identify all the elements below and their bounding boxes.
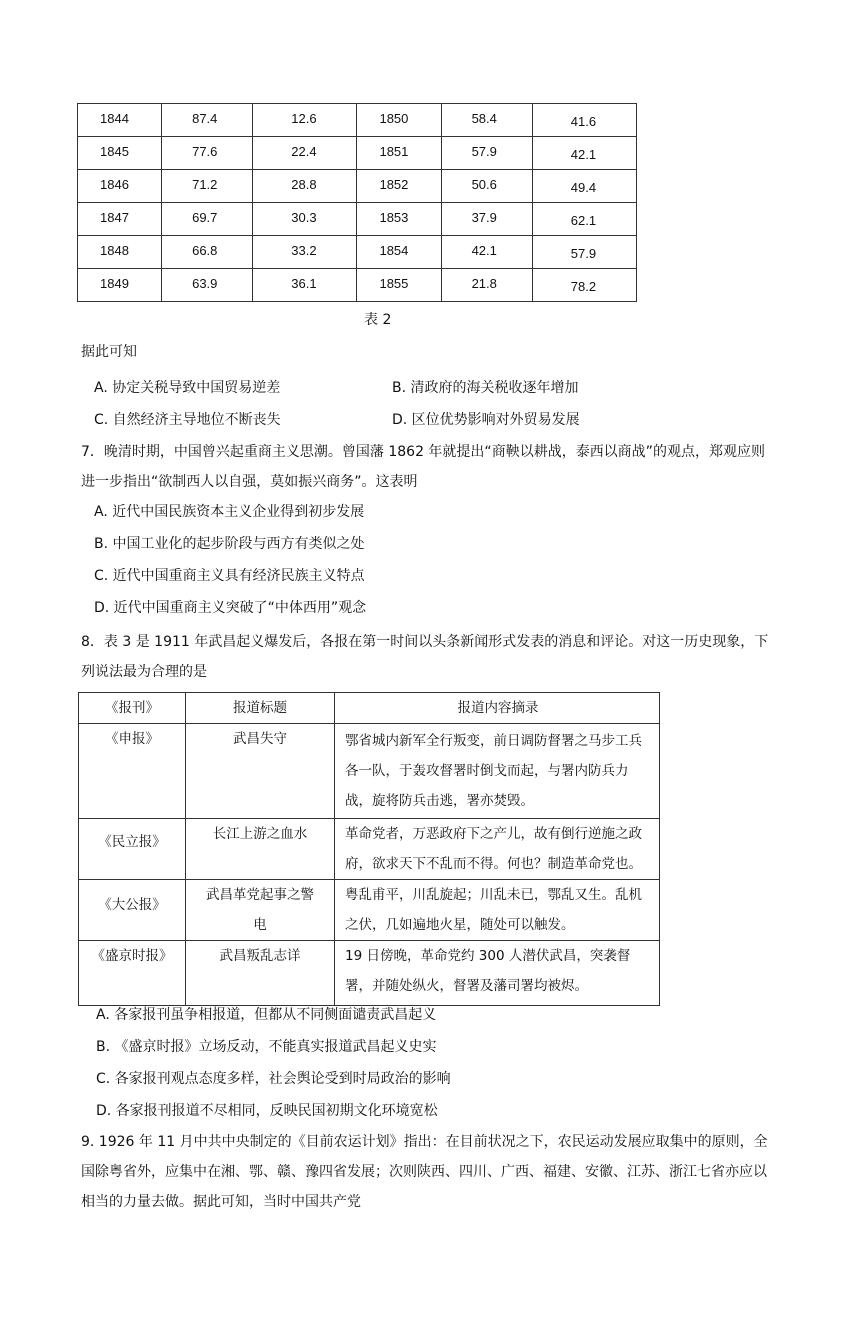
cell-value: 50.6 xyxy=(471,177,497,192)
table-cell xyxy=(162,203,253,236)
table-cell xyxy=(357,104,441,137)
table-cell xyxy=(441,104,532,137)
cell-value: 1846 xyxy=(100,177,129,192)
cell-value: 1847 xyxy=(100,210,129,225)
cell-value: 77.6 xyxy=(192,144,218,159)
header-paper: 《报刊》 xyxy=(79,693,186,724)
paper-name: 《民立报》 xyxy=(79,819,186,880)
table-cell xyxy=(162,170,253,203)
table-cell xyxy=(253,269,357,302)
cell-value: 36.1 xyxy=(291,276,317,291)
table-cell xyxy=(532,203,636,236)
option-7b: B. 中国工业化的起步阶段与西方有类似之处 xyxy=(94,536,365,552)
table-cell xyxy=(78,236,162,269)
cell-value: 1845 xyxy=(100,144,129,159)
report-content: 鄂省城内新军全行叛变，前日调防督署之马步工兵各一队，于轰攻督署时倒戈而起，与署内防兵力战，旋将防兵击逃，署亦焚毁。 xyxy=(335,724,660,819)
table-cell xyxy=(532,269,636,302)
table-cell xyxy=(532,236,636,269)
table-cell xyxy=(162,104,253,137)
option-6d: D. 区位优势影响对外贸易发展 xyxy=(392,412,580,428)
table-row xyxy=(79,941,660,1006)
table-cell xyxy=(162,269,253,302)
cell-value: 1852 xyxy=(379,177,409,192)
option-8a: A. 各家报刊虽争相报道，但都从不同侧面谴责武昌起义 xyxy=(96,1007,437,1023)
table-cell xyxy=(532,170,636,203)
cell-value: 28.8 xyxy=(291,177,317,192)
cell-value: 21.8 xyxy=(471,276,497,291)
report-title: 武昌失守 xyxy=(186,724,335,819)
table-cell xyxy=(78,269,162,302)
table-cell xyxy=(357,203,441,236)
table-header-row xyxy=(79,693,660,724)
header-title: 报道标题 xyxy=(186,693,335,724)
newspaper-report-table xyxy=(78,692,660,1006)
table-cell xyxy=(162,137,253,170)
cell-value: 66.8 xyxy=(192,243,218,258)
cell-value: 1855 xyxy=(379,276,409,291)
table-cell xyxy=(441,137,532,170)
cell-value: 37.9 xyxy=(471,210,497,225)
table-row xyxy=(78,203,637,236)
table-cell xyxy=(357,269,441,302)
option-8d: D. 各家报刊报道不尽相同，反映民国初期文化环境宽松 xyxy=(96,1103,438,1119)
question-8-stem: 8．表 3 是 1911 年武昌起义爆发后，各报在第一时间以头条新闻形式发表的消息和评论。对这一历史现象，下列说法最为合理的是 xyxy=(81,634,769,680)
table-row xyxy=(78,269,637,302)
table-row xyxy=(78,104,637,137)
paper-name: 《盛京时报》 xyxy=(79,941,186,1006)
report-title: 武昌革党起事之警电 xyxy=(186,880,335,941)
cell-value: 78.2 xyxy=(570,279,597,294)
cell-value: 57.9 xyxy=(570,246,597,261)
cell-value: 1850 xyxy=(379,111,409,126)
cell-value: 42.1 xyxy=(471,243,497,258)
report-title: 长江上游之血水 xyxy=(186,819,335,880)
table-cell xyxy=(532,104,636,137)
table-row xyxy=(79,819,660,880)
table-cell xyxy=(441,170,532,203)
cell-value: 33.2 xyxy=(291,243,317,258)
paper-name: 《大公报》 xyxy=(79,880,186,941)
table-cell xyxy=(78,104,162,137)
cell-value: 1854 xyxy=(379,243,409,258)
table-cell xyxy=(253,203,357,236)
table-cell xyxy=(162,236,253,269)
table-cell xyxy=(253,170,357,203)
cell-value: 1851 xyxy=(379,144,409,159)
cell-value: 12.6 xyxy=(291,111,317,126)
question-9-stem: 9. 1926 年 11 月中共中央制定的《目前农运计划》指出：在目前状况之下，农民运动发展应取集中的原则，全国除粤省外，应集中在湘、鄂、赣、豫四省发展；次则陕西、四川、广西、福建、安徽、江苏、浙江七省亦应以相当的力量去做。据此可知，当时中国共产党 xyxy=(81,1134,768,1210)
option-7c: C. 近代中国重商主义具有经济民族主义特点 xyxy=(94,568,365,584)
option-7d: D. 近代中国重商主义突破了“中体西用”观念 xyxy=(94,600,367,616)
option-6a: A. 协定关税导致中国贸易逆差 xyxy=(94,380,281,396)
table-row xyxy=(79,724,660,819)
cell-value: 1844 xyxy=(100,111,129,126)
table-cell xyxy=(253,236,357,269)
option-8b: B. 《盛京时报》立场反动，不能真实报道武昌起义史实 xyxy=(96,1039,437,1055)
cell-value: 71.2 xyxy=(192,177,218,192)
report-title: 武昌叛乱志详 xyxy=(186,941,335,1006)
table-cell xyxy=(441,203,532,236)
report-content: 19 日傍晚，革命党约 300 人潜伏武昌，突袭督署，并随处纵火，督署及藩司署均被烬。 xyxy=(335,941,660,1006)
cell-value: 42.1 xyxy=(570,147,597,162)
cell-value: 69.7 xyxy=(192,210,218,225)
option-6b: B. 清政府的海关税收逐年增加 xyxy=(392,380,579,396)
cell-value: 1848 xyxy=(100,243,129,258)
table-row xyxy=(79,880,660,941)
cell-value: 1853 xyxy=(379,210,409,225)
question-7-stem: 7．晚清时期，中国曾兴起重商主义思潮。曾国藩 1862 年就提出“商鞅以耕战，泰西以商战”的观点，郑观应则进一步指出“欲制西人以自强，莫如振兴商务”。这表明 xyxy=(81,444,765,490)
table-cell xyxy=(357,137,441,170)
table-cell xyxy=(253,137,357,170)
report-content: 革命党者，万恶政府下之产儿，故有倒行逆施之政府，欲求天下不乱而不得。何也？制造革命党也。 xyxy=(335,819,660,880)
table-cell xyxy=(78,203,162,236)
header-content: 报道内容摘录 xyxy=(335,693,660,724)
option-6c: C. 自然经济主导地位不断丧失 xyxy=(94,412,281,428)
table-cell xyxy=(441,269,532,302)
table-cell xyxy=(532,137,636,170)
option-8c: C. 各家报刊观点态度多样，社会舆论受到时局政治的影响 xyxy=(96,1071,451,1087)
table-caption: 表 2 xyxy=(364,312,392,328)
cell-value: 63.9 xyxy=(192,276,218,291)
cell-value: 41.6 xyxy=(570,114,597,129)
table-cell xyxy=(253,104,357,137)
table-cell xyxy=(441,236,532,269)
option-7a: A. 近代中国民族资本主义企业得到初步发展 xyxy=(94,504,365,520)
table-cell xyxy=(357,236,441,269)
cell-value: 30.3 xyxy=(291,210,317,225)
cell-value: 49.4 xyxy=(570,180,597,195)
cell-value: 57.9 xyxy=(471,144,497,159)
question-6-stem: 据此可知 xyxy=(81,344,137,360)
table-row xyxy=(78,137,637,170)
cell-value: 22.4 xyxy=(291,144,317,159)
table-row xyxy=(78,170,637,203)
table-cell xyxy=(357,170,441,203)
report-content: 粤乱甫平，川乱旋起；川乱未已，鄂乱又生。乱机之伏，几如遍地火星，随处可以触发。 xyxy=(335,880,660,941)
cell-value: 62.1 xyxy=(570,213,597,228)
paper-name: 《申报》 xyxy=(79,724,186,819)
table-cell xyxy=(78,137,162,170)
cell-value: 58.4 xyxy=(471,111,497,126)
table-row xyxy=(78,236,637,269)
table-cell xyxy=(78,170,162,203)
trade-data-table xyxy=(77,103,637,302)
cell-value: 87.4 xyxy=(192,111,218,126)
cell-value: 1849 xyxy=(100,276,129,291)
